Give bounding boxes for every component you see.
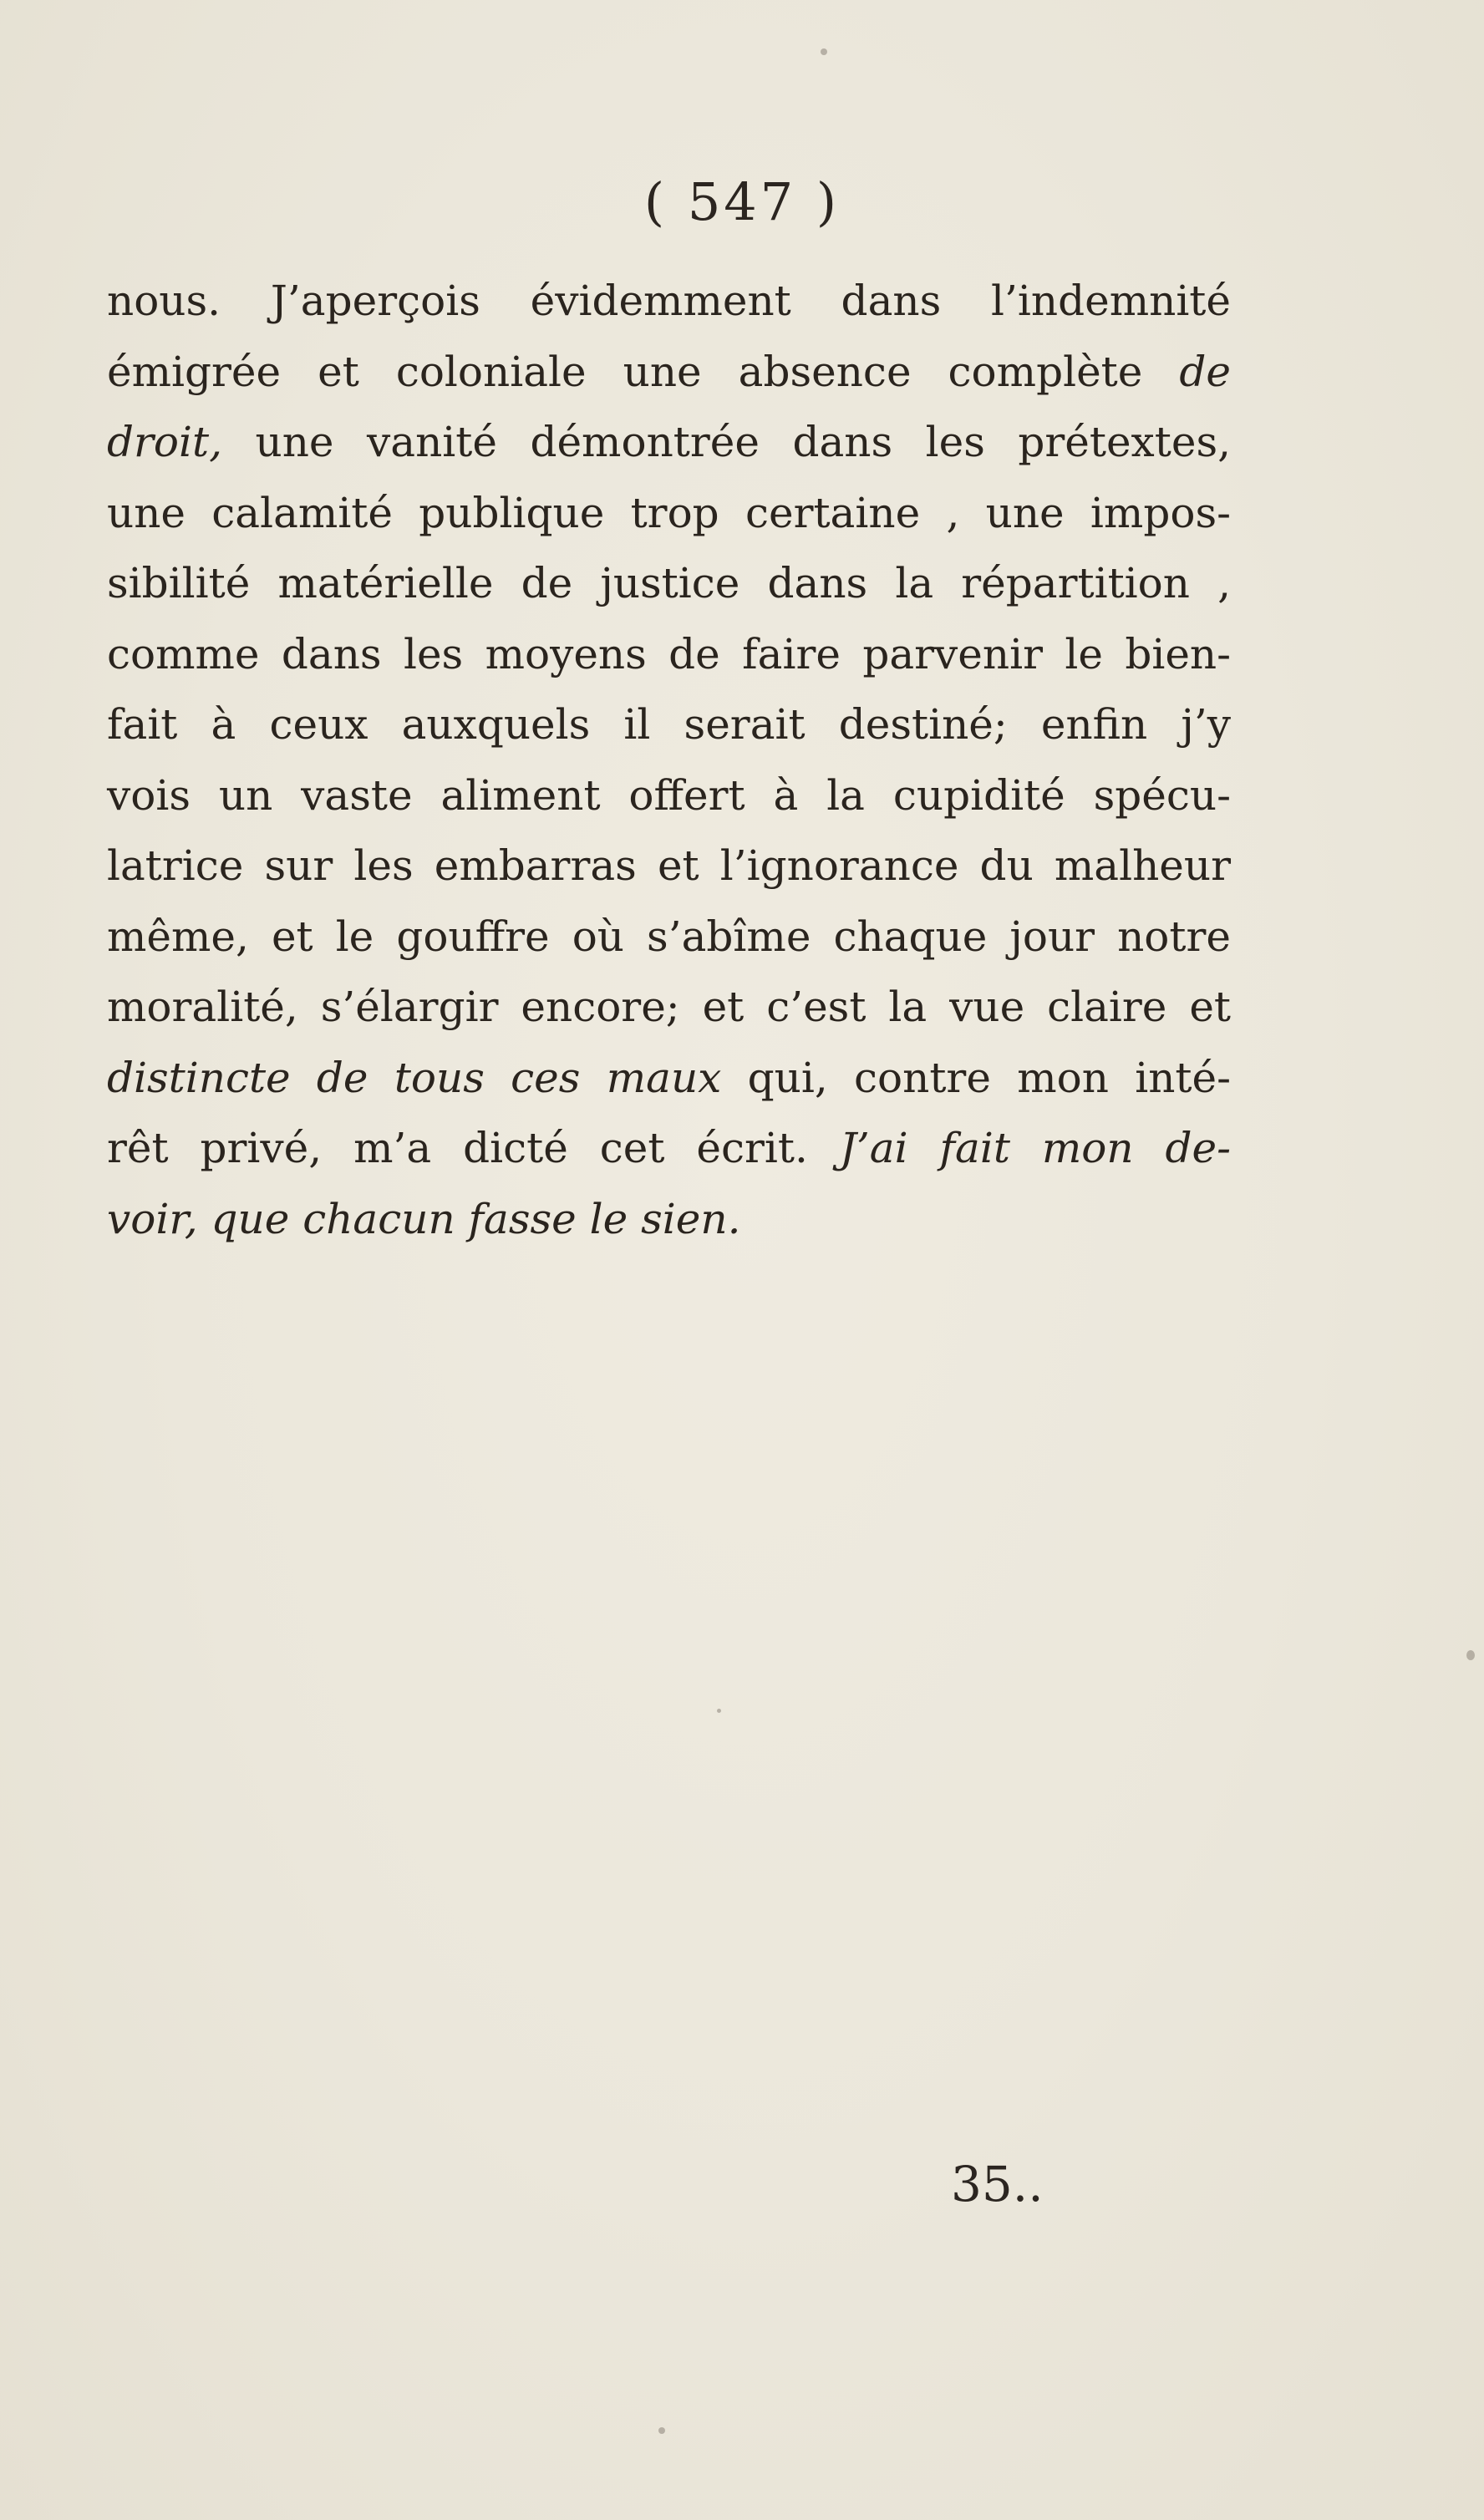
text-line xyxy=(107,337,1231,408)
italic-text: distincte de tous ces maux xyxy=(107,1053,722,1102)
text-line xyxy=(107,902,1231,973)
body-text xyxy=(107,266,1231,1254)
text-run: moralité, s’élargir encore; et c’est la vue claire et xyxy=(107,983,1231,1031)
text-line xyxy=(107,407,1231,478)
text-line xyxy=(107,1113,1231,1184)
text-run: latrice sur les embarras et l’ignorance du malheur xyxy=(107,841,1231,890)
paper-speck xyxy=(717,1709,721,1713)
text-line xyxy=(107,831,1231,902)
text-line xyxy=(107,619,1231,690)
text-line xyxy=(107,266,1231,337)
text-run: une calamité publique trop certaine , une impos- xyxy=(107,488,1231,537)
printer-signature-mark: 35.. xyxy=(951,2156,1044,2213)
text-run: rêt privé, m’a dicté cet écrit. xyxy=(107,1124,840,1172)
italic-text: droit, xyxy=(107,418,222,466)
italic-text: J’ai fait mon de- xyxy=(839,1124,1232,1172)
text-run: même, et le gouffre où s’abîme chaque jour notre xyxy=(107,912,1231,961)
text-line xyxy=(107,1184,1231,1255)
text-run: nous. J’aperçois évidemment dans l’indemnité xyxy=(107,277,1231,325)
text-line xyxy=(107,478,1231,549)
text-line xyxy=(107,1043,1231,1114)
text-run: vois un vaste aliment offert à la cupidité spécu- xyxy=(107,770,1231,820)
page-number: ( 547 ) xyxy=(643,171,841,232)
text-line xyxy=(107,689,1231,760)
text-run: comme dans les moyens de faire parvenir le bien- xyxy=(107,629,1231,678)
text-run: qui, contre mon inté- xyxy=(721,1053,1231,1102)
text-run: une vanité démontrée dans les prétextes, xyxy=(222,418,1231,466)
paper-speck xyxy=(658,2427,665,2434)
italic-text: de xyxy=(1179,347,1231,396)
paper-speck xyxy=(1466,1650,1475,1660)
text-line xyxy=(107,760,1231,831)
text-run: émigrée et coloniale une absence complète xyxy=(107,347,1180,396)
text-line xyxy=(107,972,1231,1043)
text-line xyxy=(107,548,1231,619)
text-run: fait à ceux auxquels il serait destiné; enfin j’y xyxy=(107,700,1231,749)
paper-speck xyxy=(821,48,827,55)
italic-text: voir, que chacun fasse le sien. xyxy=(107,1194,741,1243)
text-run: sibilité matérielle de justice dans la répartition , xyxy=(107,559,1231,607)
